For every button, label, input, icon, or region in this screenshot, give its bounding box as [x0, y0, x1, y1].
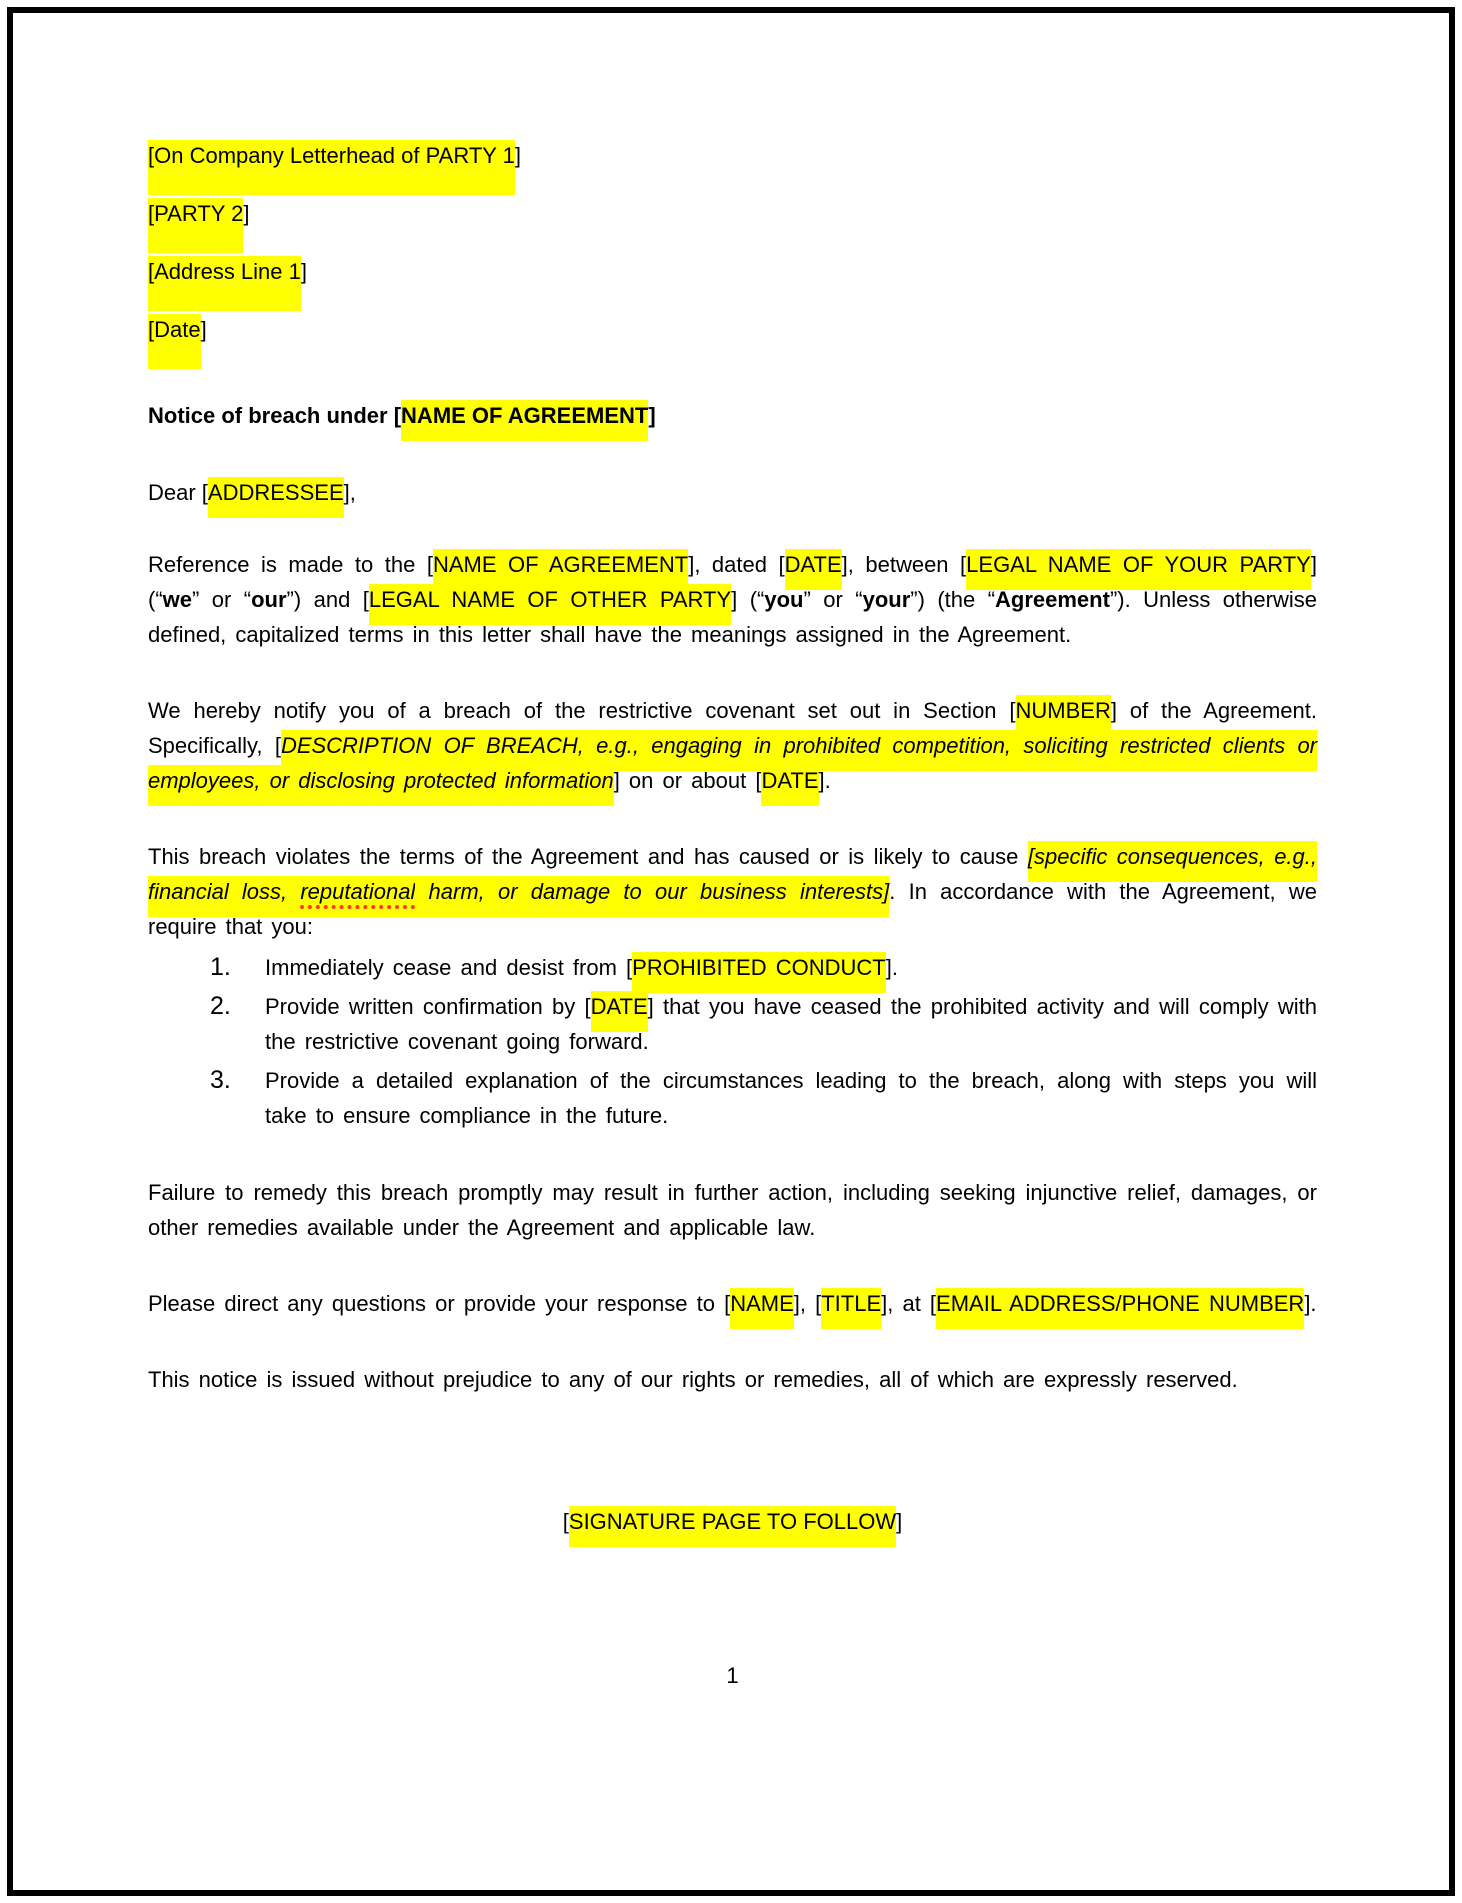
text-run: ” or “	[192, 587, 252, 612]
letterhead-line-2	[148, 196, 1317, 231]
paragraph-reference	[148, 547, 1317, 652]
text-run: ]	[648, 403, 656, 428]
misspelled-word-reputational: reputational	[300, 876, 415, 917]
placeholder-agreement-name: NAME OF AGREEMENT	[401, 400, 648, 441]
text-run: ].	[818, 768, 831, 793]
defined-term-you: you	[764, 587, 804, 612]
text-run: Provide a detailed explanation of the circumstances leading to the breach, along with steps you will take to ensure compliance in the future.	[265, 1068, 1317, 1128]
text-run: ]	[300, 259, 307, 284]
text-run: ] (“	[148, 552, 1317, 612]
placeholder-your-party: LEGAL NAME OF YOUR PARTY	[966, 549, 1311, 590]
placeholder-section-number: NUMBER	[1016, 695, 1111, 736]
salutation	[148, 475, 1317, 510]
text-run: ”) (the “	[910, 587, 996, 612]
list-item-text	[265, 1063, 1317, 1133]
text-run: [	[562, 1509, 569, 1534]
text-run: ],	[343, 480, 356, 505]
placeholder-party2: [PARTY 2	[148, 198, 243, 253]
list-item-1	[210, 950, 1317, 985]
text-run: Please direct any questions or provide your response to [	[148, 1291, 731, 1316]
text-run: ].	[1304, 1291, 1317, 1316]
demand-list	[148, 950, 1317, 1133]
text-run: Notice of breach under [	[148, 403, 402, 428]
subject-line	[148, 398, 1317, 433]
text-run: ], between [	[841, 552, 967, 577]
defined-term-agreement: Agreement	[995, 587, 1110, 612]
placeholder-agreement-name: NAME OF AGREEMENT	[433, 549, 688, 590]
text-run: ]	[514, 143, 522, 168]
text-run: ]	[200, 317, 207, 342]
text-run: ”) and [	[286, 587, 369, 612]
signature-page-note	[148, 1504, 1317, 1539]
placeholder-prohibited-conduct: PROHIBITED CONDUCT	[632, 952, 886, 993]
placeholder-addressee: ADDRESSEE	[208, 477, 344, 518]
letterhead-line-4	[148, 312, 1317, 347]
paragraph-rights-reserved: This notice is issued without prejudice to any of our rights or remedies, all of which are expressly reserved.	[148, 1367, 1238, 1392]
text-run: ]	[243, 201, 250, 226]
text-run: ] on or about [	[613, 768, 762, 793]
text-run: Reference is made to the [	[148, 552, 433, 577]
list-item-text	[265, 950, 1317, 985]
text-run: ” or “	[803, 587, 863, 612]
paragraph-contact	[148, 1286, 1317, 1321]
placeholder-contact-title: TITLE	[821, 1288, 881, 1329]
text-run: Immediately cease and desist from [	[265, 955, 633, 980]
letterhead-line-3	[148, 254, 1317, 289]
list-item-2	[210, 989, 1317, 1059]
placeholder-contact-name: NAME	[730, 1288, 794, 1329]
paragraph-notification	[148, 693, 1317, 798]
placeholder-letterhead: [On Company Letterhead of PARTY 1	[148, 140, 515, 195]
placeholder-date: [Date	[148, 314, 201, 369]
paragraph-violation	[148, 839, 1317, 944]
text-run: ]	[896, 1509, 903, 1534]
placeholder-breach-description: DESCRIPTION OF BREACH, e.g., engaging in prohibited competition, soliciting restricted clients or employees, or disclosing protected information	[148, 730, 1317, 806]
defined-term-your: your	[862, 587, 911, 612]
list-item-3	[210, 1063, 1317, 1133]
document-page	[148, 138, 1317, 1693]
placeholder-address-line-1: [Address Line 1	[148, 256, 301, 311]
list-number: 3.	[210, 1066, 231, 1094]
text-run: ], [	[793, 1291, 822, 1316]
placeholder-consequences: [specific consequences, e.g., financial loss,	[148, 841, 1317, 917]
defined-term-we: we	[162, 587, 193, 612]
text-run: ], at [	[881, 1291, 937, 1316]
text-run: ] that you have ceased the prohibited activity and will comply with the restrictive covenant going forward.	[265, 994, 1317, 1054]
text-run: We hereby notify you of a breach of the restrictive covenant set out in Section [	[148, 698, 1016, 723]
text-run: . In accordance with the Agreement, we require that you:	[148, 879, 1317, 939]
text-run: ”). Unless otherwise defined, capitalized terms in this letter shall have the meanings assigned in the Agreement.	[148, 587, 1317, 647]
text-run: ] of the Agreement. Specifically, [	[148, 698, 1317, 758]
defined-term-our: our	[251, 587, 287, 612]
placeholder-other-party: LEGAL NAME OF OTHER PARTY	[369, 584, 731, 625]
placeholder-consequences: harm, or damage to our business interests]	[415, 876, 889, 917]
text-run: Provide written confirmation by [	[265, 994, 591, 1019]
text-run: ] (“	[731, 587, 765, 612]
placeholder-breach-date: DATE	[761, 765, 818, 806]
list-number: 1.	[210, 953, 231, 981]
text-run: This breach violates the terms of the Agreement and has caused or is likely to cause	[148, 844, 1028, 869]
list-item-text	[265, 989, 1317, 1059]
letterhead-line-1	[148, 138, 1317, 173]
text-run: ], dated [	[688, 552, 785, 577]
placeholder-confirmation-date: DATE	[591, 991, 648, 1032]
page-number: 1	[726, 1663, 739, 1688]
text-run: Dear [	[148, 480, 208, 505]
placeholder-contact-info: EMAIL ADDRESS/PHONE NUMBER	[936, 1288, 1304, 1329]
list-number: 2.	[210, 992, 231, 1020]
placeholder-signature-note: SIGNATURE PAGE TO FOLLOW	[569, 1506, 896, 1547]
placeholder-date: DATE	[785, 549, 842, 590]
paragraph-failure-to-remedy: Failure to remedy this breach promptly may result in further action, including seeking injunctive relief, damages, or other remedies available under the Agreement and applicable law.	[148, 1180, 1317, 1240]
text-run: ].	[885, 955, 898, 980]
